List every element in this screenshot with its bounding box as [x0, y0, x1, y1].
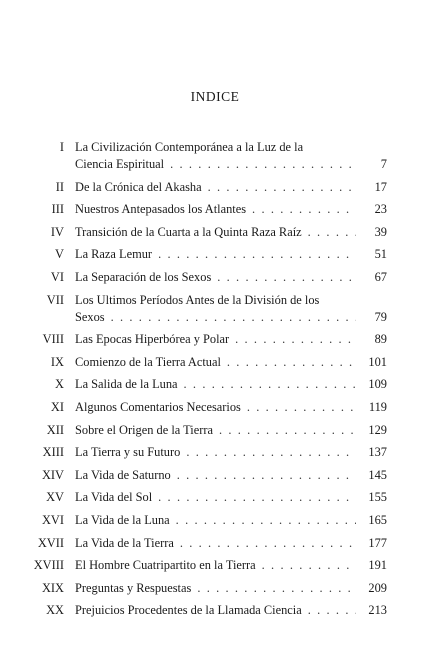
dot-leader	[158, 489, 356, 506]
chapter-title-text: Comienzo de la Tierra Actual	[75, 354, 221, 369]
toc-entry[interactable]	[0, 422, 430, 439]
page-number: 177	[368, 535, 387, 550]
dot-leader	[208, 179, 356, 196]
chapter-title-line	[75, 269, 387, 286]
chapter-title-line	[75, 201, 387, 218]
chapter-title-block	[75, 512, 387, 529]
chapter-title-block	[75, 269, 387, 286]
toc-entry[interactable]	[0, 467, 430, 484]
page-number: 119	[368, 399, 387, 414]
dot-leader	[186, 444, 356, 461]
dot-leader	[170, 156, 356, 173]
page-number: 39	[374, 224, 387, 239]
dot-leader	[180, 535, 356, 552]
chapter-title-text: Algunos Comentarios Necesarios	[75, 399, 241, 414]
chapter-title-block	[75, 535, 387, 552]
dot-leader	[262, 557, 356, 574]
chapter-title-line	[75, 489, 387, 506]
dot-leader	[247, 399, 356, 416]
chapter-title-text: Sobre el Origen de la Tierra	[75, 422, 213, 437]
chapter-number: VII	[46, 292, 64, 307]
page-number: 191	[368, 558, 387, 573]
page-number: 129	[368, 422, 387, 437]
toc-entry[interactable]	[0, 331, 430, 348]
chapter-title-text: Los Ultimos Períodos Antes de la División de los	[75, 292, 320, 307]
chapter-title-text: La Vida de la Tierra	[75, 535, 174, 550]
chapter-title-line	[75, 399, 387, 416]
chapter-title-block	[75, 399, 387, 416]
chapter-title-text: La Vida del Sol	[75, 490, 153, 505]
chapter-title-block	[75, 354, 387, 371]
toc-entry[interactable]	[0, 399, 430, 416]
chapter-title-text: La Vida de Saturno	[75, 467, 171, 482]
dot-leader	[217, 269, 356, 286]
chapter-number: XII	[46, 422, 64, 437]
chapter-title-text: Nuestros Antepasados los Atlantes	[75, 202, 247, 217]
chapter-title-block	[75, 246, 387, 263]
dot-leader	[158, 246, 356, 263]
chapter-title-text: Prejuicios Procedentes de la Llamada Ciencia	[75, 603, 302, 618]
chapter-number: I	[59, 140, 64, 154]
chapter-title-text: La Separación de los Sexos	[75, 269, 212, 284]
chapter-title-text: La Raza Lemur	[75, 247, 153, 262]
chapter-title-block	[75, 602, 387, 619]
page-number: 155	[368, 490, 387, 505]
toc-entry[interactable]	[0, 224, 430, 241]
page-number: 51	[374, 247, 387, 262]
toc-entry[interactable]	[0, 354, 430, 371]
toc-entry[interactable]	[0, 376, 430, 393]
toc-entry[interactable]	[0, 489, 430, 506]
chapter-number: XVI	[41, 512, 64, 527]
toc-entry[interactable]	[0, 269, 430, 286]
toc-entry[interactable]	[0, 246, 430, 263]
chapter-title-text: El Hombre Cuatripartito en la Tierra	[75, 558, 256, 573]
chapter-title-line	[75, 309, 387, 326]
toc-entry[interactable]	[0, 557, 430, 574]
chapter-number: XV	[46, 490, 64, 505]
page-number: 79	[374, 309, 387, 324]
chapter-number: III	[51, 202, 64, 217]
chapter-title-line	[75, 292, 360, 309]
dot-leader	[308, 602, 356, 619]
chapter-title-block	[75, 139, 387, 173]
chapter-number: XX	[46, 603, 64, 618]
chapter-title-line	[75, 246, 387, 263]
chapter-title-text: La Vida de la Luna	[75, 512, 170, 527]
chapter-title-block	[75, 201, 387, 218]
chapter-title-line	[75, 224, 387, 241]
chapter-title-block	[75, 580, 387, 597]
chapter-title-line	[75, 580, 387, 597]
dot-leader	[252, 201, 356, 218]
dot-leader	[177, 467, 356, 484]
chapter-title-block	[75, 422, 387, 439]
chapter-title-line	[75, 354, 387, 371]
page-number: 209	[368, 580, 387, 595]
chapter-title-block	[75, 331, 387, 348]
chapter-title-line	[75, 444, 387, 461]
toc-entry[interactable]	[0, 535, 430, 552]
toc-entry[interactable]	[0, 580, 430, 597]
chapter-title-line	[75, 535, 387, 552]
chapter-title-text: La Salida de la Luna	[75, 377, 178, 392]
chapter-title-block	[75, 489, 387, 506]
page-number: 17	[374, 179, 387, 194]
chapter-number: VI	[50, 269, 64, 284]
chapter-number: VIII	[42, 332, 64, 347]
page-number: 165	[368, 512, 387, 527]
chapter-number: V	[55, 247, 64, 262]
dot-leader	[308, 224, 356, 241]
chapter-title-text: La Tierra y su Futuro	[75, 445, 181, 460]
toc-entry[interactable]	[0, 201, 430, 218]
page-title: INDICE	[190, 89, 240, 104]
dot-leader	[219, 422, 356, 439]
dot-leader	[111, 309, 356, 326]
chapter-number: XIX	[41, 580, 64, 595]
chapter-title-line	[75, 557, 387, 574]
chapter-title-line	[75, 139, 360, 156]
page-number: 89	[374, 332, 387, 347]
chapter-number: II	[55, 179, 64, 194]
toc-entry[interactable]	[0, 139, 430, 173]
chapter-number: X	[55, 377, 64, 392]
dot-leader	[184, 376, 356, 393]
page-number: 7	[380, 157, 387, 171]
chapter-number: XI	[50, 399, 64, 414]
chapter-title-line	[75, 331, 387, 348]
chapter-title-text: Ciencia Espiritual	[75, 157, 165, 171]
chapter-title-text: La Civilización Contemporánea a la Luz de la	[75, 140, 304, 154]
toc-entry[interactable]	[0, 179, 430, 196]
page-number: 213	[368, 603, 387, 618]
dot-leader	[176, 512, 356, 529]
chapter-title-line	[75, 602, 387, 619]
chapter-title-block	[75, 376, 387, 393]
chapter-title-text: Sexos	[75, 309, 105, 324]
chapter-title-line	[75, 422, 387, 439]
page-number: 67	[374, 269, 387, 284]
chapter-number: XIV	[41, 467, 64, 482]
table-of-contents	[0, 139, 430, 625]
chapter-title-block	[75, 444, 387, 461]
chapter-title-line	[75, 179, 387, 196]
toc-entry[interactable]	[0, 444, 430, 461]
chapter-title-block	[75, 224, 387, 241]
page-number: 101	[368, 354, 387, 369]
chapter-title-line	[75, 512, 387, 529]
chapter-title-line	[75, 467, 387, 484]
page-number: 23	[374, 202, 387, 217]
toc-entry[interactable]	[0, 512, 430, 529]
page-number: 137	[368, 445, 387, 460]
chapter-title-text: Transición de la Cuarta a la Quinta Raza Raíz	[75, 224, 302, 239]
page-number: 145	[368, 467, 387, 482]
dot-leader	[235, 331, 356, 348]
chapter-title-block	[75, 179, 387, 196]
page-number: 109	[368, 377, 387, 392]
toc-entry[interactable]	[0, 602, 430, 619]
chapter-number: XVII	[37, 535, 64, 550]
chapter-title-block	[75, 557, 387, 574]
dot-leader	[227, 354, 356, 371]
chapter-title-line	[75, 156, 387, 173]
chapter-title-block	[75, 467, 387, 484]
chapter-number: IV	[50, 224, 64, 239]
chapter-title-block	[75, 292, 387, 326]
chapter-title-text: Preguntas y Respuestas	[75, 580, 192, 595]
chapter-number: IX	[50, 354, 64, 369]
chapter-title-text: Las Epocas Hiperbórea y Polar	[75, 332, 230, 347]
chapter-title-line	[75, 376, 387, 393]
toc-entry[interactable]	[0, 292, 430, 326]
chapter-number: XIII	[42, 445, 64, 460]
chapter-number: XVIII	[33, 558, 64, 573]
chapter-title-text: De la Crónica del Akasha	[75, 179, 202, 194]
dot-leader	[197, 580, 356, 597]
